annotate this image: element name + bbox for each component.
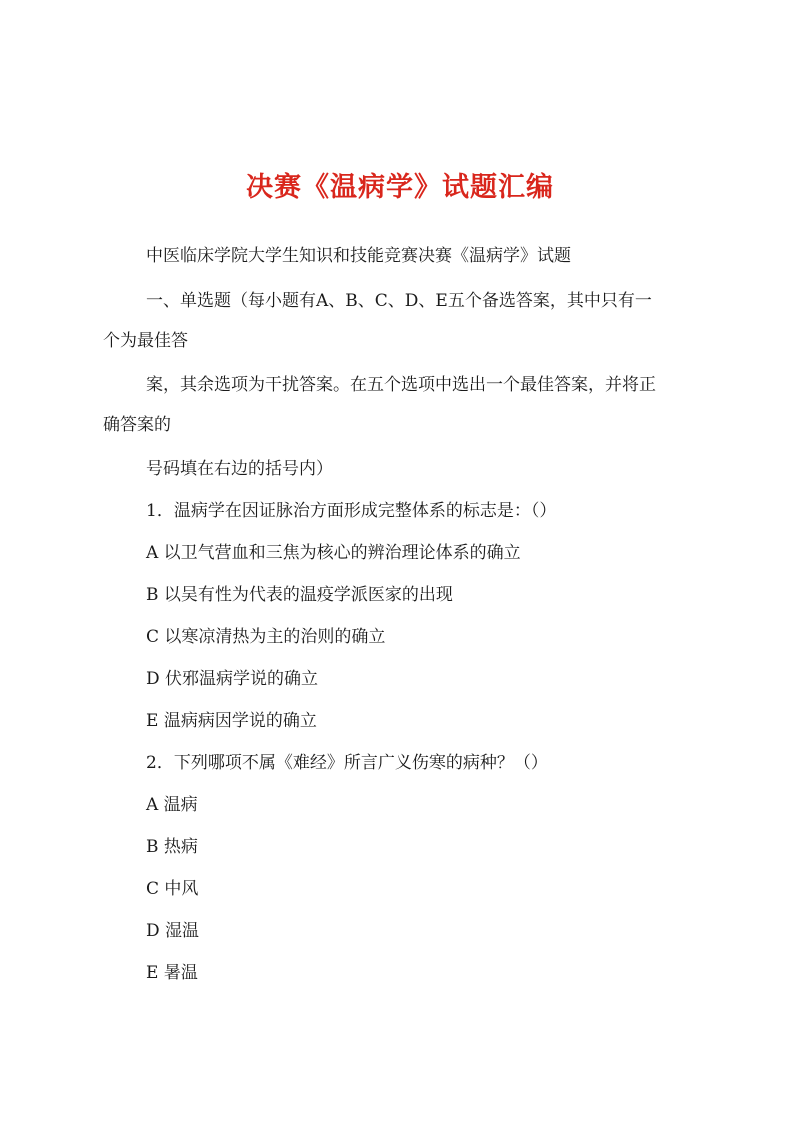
answer-option: D 伏邪温病学说的确立 [146, 669, 319, 689]
intro-line: 中医临床学院大学生知识和技能竞赛决赛《温病学》试题 [146, 246, 571, 266]
answer-option: E 暑温 [146, 963, 198, 983]
answer-option: C 中风 [146, 879, 199, 899]
question-stem: 1．温病学在因证脉治方面形成完整体系的标志是：（） [146, 501, 557, 521]
answer-option: A 温病 [146, 795, 198, 815]
document-title: 决赛《温病学》试题汇编 [246, 172, 554, 203]
answer-option: B 以吴有性为代表的温疫学派医家的出现 [146, 585, 453, 605]
answer-option: A 以卫气营血和三焦为核心的辨治理论体系的确立 [146, 543, 521, 563]
answer-option: D 湿温 [146, 921, 200, 941]
instructions-line: 号码填在右边的括号内） [146, 459, 333, 479]
question-stem: 2．下列哪项不属《难经》所言广义伤寒的病种？（） [146, 753, 548, 773]
instructions-line: 一、单选题（每小题有A、B、C、D、E五个备选答案，其中只有一 [146, 291, 652, 311]
instructions-line: 个为最佳答 [103, 331, 188, 351]
instructions-line: 确答案的 [103, 415, 171, 435]
answer-option: B 热病 [146, 837, 198, 857]
instructions-line: 案，其余选项为干扰答案。在五个选项中选出一个最佳答案，并将正 [146, 375, 656, 395]
answer-option: C 以寒凉清热为主的治则的确立 [146, 627, 386, 647]
answer-option: E 温病病因学说的确立 [146, 711, 317, 731]
